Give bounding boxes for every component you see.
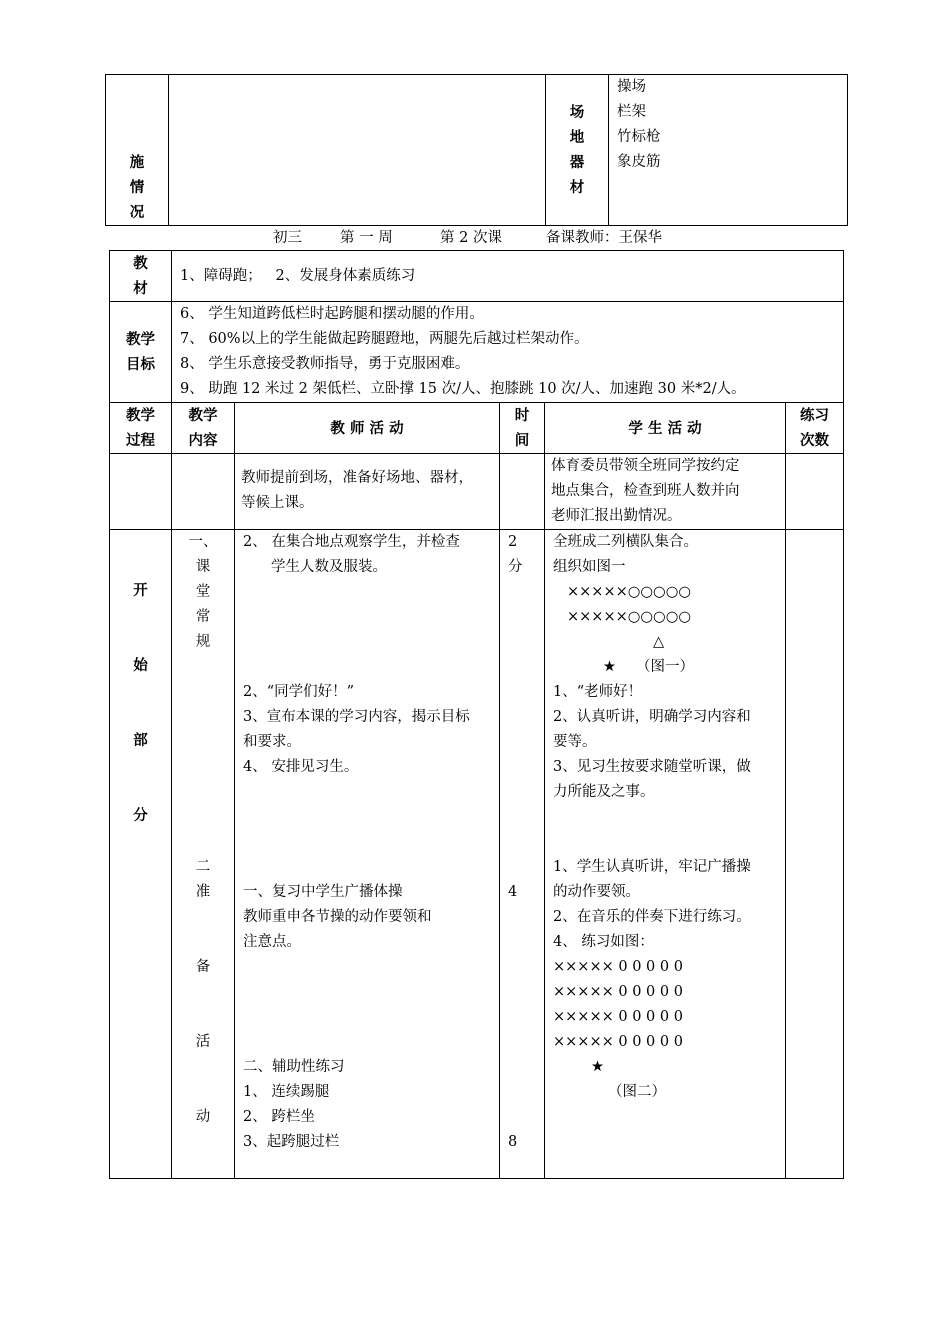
venue-label: 场 地 器 材 [546, 75, 609, 226]
pre-reps [786, 454, 844, 530]
star-icon: ★ [603, 659, 616, 675]
objective-item: 6、 学生知道跨低栏时起跨腿和摆动腿的作用。 [180, 306, 484, 322]
col-header-time: 时 间 [500, 403, 545, 454]
objective-item: 9、 助跑 12 米过 2 架低栏、立卧撑 15 次/人、抱膝跳 10 次/人、加速跑 30 米*2/人。 [180, 381, 746, 397]
materials-label: 教 材 [110, 251, 172, 302]
pre-student: 体育委员带领全班同学按约定 地点集合，检查到班人数并向 老师汇报出勤情况。 [545, 454, 786, 530]
teacher-name: 备课教师：王保华 [546, 230, 662, 246]
implementation-content [169, 75, 546, 226]
start-teacher: 2、 在集合地点观察学生，并检查 学生人数及服装。 2、“同学们好！” 3、宣布本课的学习内容，揭示目标 和要求。 4、 安排见习生。 一、复习中学生广播体操 教师重申各节操的动作要领和 注意点。 二、辅助性练习 1、 连续踢腿 2、 跨栏坐 3、起跨腿过栏 [235, 530, 500, 1179]
objectives-label: 教学 目标 [110, 302, 172, 403]
exercise-row: ××××× 0 0 0 0 0 [553, 1009, 683, 1025]
exercise-row: ××××× 0 0 0 0 0 [553, 1034, 683, 1050]
venue-items: 操场 栏架 竹标枪 象皮筋 [609, 75, 848, 226]
pre-process [110, 454, 172, 530]
objectives-list [172, 302, 844, 403]
start-content: 一、 课 堂 常 规 二 准 备 活 动 [172, 530, 235, 1179]
pre-time [500, 454, 545, 530]
pre-teacher: 教师提前到场，准备好场地、器材， 等候上课。 [235, 454, 500, 530]
grade: 初三 [273, 230, 302, 246]
lesson-header [0, 226, 950, 251]
materials-content: 1、障碍跑； 2、发展身体素质练习 [172, 251, 844, 302]
top-table [105, 74, 848, 226]
star-icon: ★ [591, 1059, 604, 1075]
formation-row: ×××××○○○○○ [567, 584, 692, 600]
col-header-reps: 练习 次数 [786, 403, 844, 454]
objective-item: 7、 60%以上的学生能做起跨腿蹬地，两腿先后越过栏架动作。 [180, 331, 589, 347]
pre-content [172, 454, 235, 530]
lesson-number: 第 2 次课 [440, 230, 502, 246]
start-time: 2 分 4 8 [500, 530, 545, 1179]
col-header-content: 教学 内容 [172, 403, 235, 454]
implementation-label: 施 情 况 [106, 75, 169, 226]
lesson-plan-table [109, 250, 844, 1179]
triangle-icon: △ [653, 634, 665, 650]
start-reps [786, 530, 844, 1179]
start-student: 全班成二列横队集合。 组织如图一 ×××××○○○○○ ×××××○○○○○ △ ★ （图一） 1、“老师好！ 2、认真听讲，明确学习内容和 要等。 3、见习生按要求随堂听课，做 力所能及之事。 1、学生认真听讲，牢记广播操 的动作要领。 2、在音乐的伴奏下进行练习。 4、 练习如图： ××××× 0 0 0 0 0 ××××× 0 0 0 0 0 ××××× 0 0 0 0 0 ××××× 0 0 0 0 0 ★ （图二） [545, 530, 786, 1179]
col-header-teacher: 教 师 活 动 [235, 403, 500, 454]
week: 第 一 周 [340, 230, 393, 246]
exercise-row: ××××× 0 0 0 0 0 [553, 984, 683, 1000]
objective-item: 8、 学生乐意接受教师指导，勇于克服困难。 [180, 356, 470, 372]
start-process: 开 始 部 分 [110, 530, 172, 1179]
exercise-row: ××××× 0 0 0 0 0 [553, 959, 683, 975]
formation-row: ×××××○○○○○ [567, 609, 692, 625]
col-header-student: 学 生 活 动 [545, 403, 786, 454]
col-header-process: 教学 过程 [110, 403, 172, 454]
